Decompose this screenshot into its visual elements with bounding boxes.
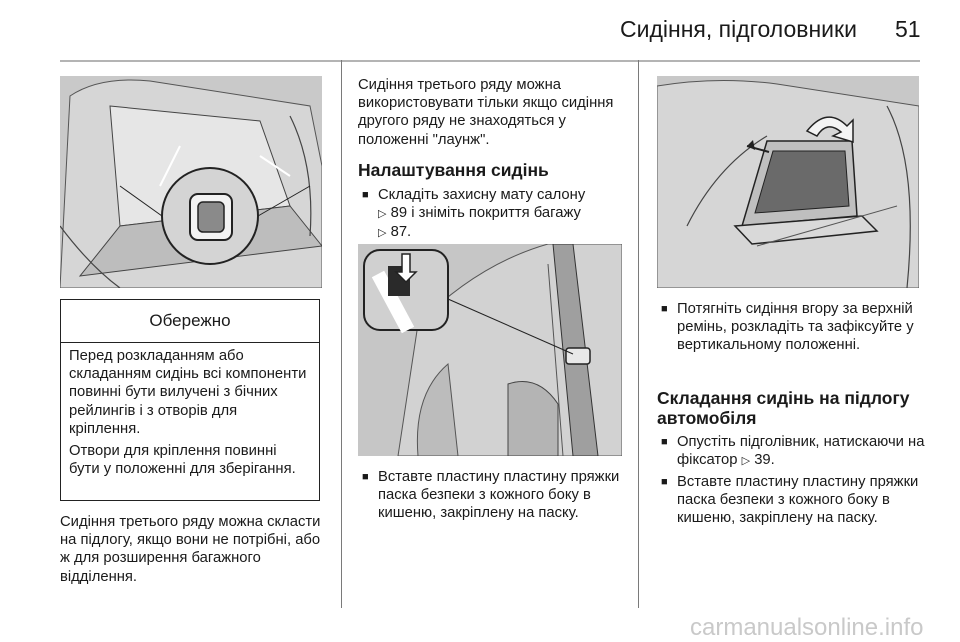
col3-bullet-3 xyxy=(657,473,921,528)
illustration-belt-buckle xyxy=(358,244,622,456)
col2-heading: Налаштування сидінь xyxy=(358,160,549,180)
column-divider-right xyxy=(638,60,639,608)
warning-box xyxy=(60,299,320,501)
header-rule xyxy=(60,60,920,62)
warning-text-2: Отвори для кріплення повинні бути у положенні для зберігання. xyxy=(69,443,296,478)
square-bullet-icon: ■ xyxy=(661,476,668,488)
square-bullet-icon: ■ xyxy=(362,189,369,201)
warning-title: Обережно xyxy=(61,300,319,343)
col2-bullet-2 xyxy=(358,468,622,523)
col1-body-text: Сидіння третього ряду можна скласти на підлогу, якщо вони не потрібні, або ж для розширення багажного відділення. xyxy=(60,514,321,585)
page-ref-triangle-icon: ▷ xyxy=(378,227,387,240)
illustration-seat-fold xyxy=(657,76,919,288)
col2-bullet-1-ref-a: 89 xyxy=(390,205,408,222)
square-bullet-icon: ■ xyxy=(661,303,668,315)
col2-bullet-2-text: Вставте пластину пластину пряжки паска безпеки з кожного боку в кишеню, закріплену на паску. xyxy=(378,469,620,522)
col3-bullet-1 xyxy=(657,300,921,355)
square-bullet-icon: ■ xyxy=(362,471,369,483)
col3-bullet-2-ref: 39. xyxy=(754,452,775,469)
col3-bullet-2-text: Опустіть підголівник, натискаючи на фіксатор xyxy=(677,434,925,469)
page-header-title: Сидіння, підголовники xyxy=(620,16,857,42)
warning-text-1: Перед розкладанням або складанням сидінь всі компоненти повинні бути вилучені з бічних рейлингів і з отворів для кріплення. xyxy=(69,348,307,437)
illustration-anchor-points xyxy=(60,76,322,288)
col2-bullet-1-text-a: Складіть захисну мату салону xyxy=(378,187,586,203)
col2-intro-text: Сидіння третього ряду можна використовувати тільки якщо сидіння другого ряду не знаходяться у положенні "лаунж". xyxy=(358,77,614,148)
page-ref-triangle-icon: ▷ xyxy=(378,208,387,221)
col2-bullet-1-text-b: і зніміть покриття багажу xyxy=(411,205,581,222)
col3-bullet-1-text: Потягніть сидіння вгору за верхній ремінь, розкладіть та зафіксуйте у вертикальному положенні. xyxy=(677,301,914,354)
col3-bullet-2 xyxy=(657,433,925,470)
square-bullet-icon: ■ xyxy=(661,436,668,448)
col3-heading: Складання сидінь на підлогу автомобіля xyxy=(657,388,910,428)
page-number: 51 xyxy=(895,16,921,42)
col2-bullet-1 xyxy=(358,186,622,243)
col3-bullet-3-text: Вставте пластину пластину пряжки паска безпеки з кожного боку в кишеню, закріплену на паску. xyxy=(677,474,919,527)
col2-bullet-1-ref-b: 87. xyxy=(390,224,412,241)
watermark: carmanualsonline.info xyxy=(690,614,924,641)
column-divider-left xyxy=(341,60,342,608)
page-ref-triangle-icon: ▷ xyxy=(741,455,751,468)
